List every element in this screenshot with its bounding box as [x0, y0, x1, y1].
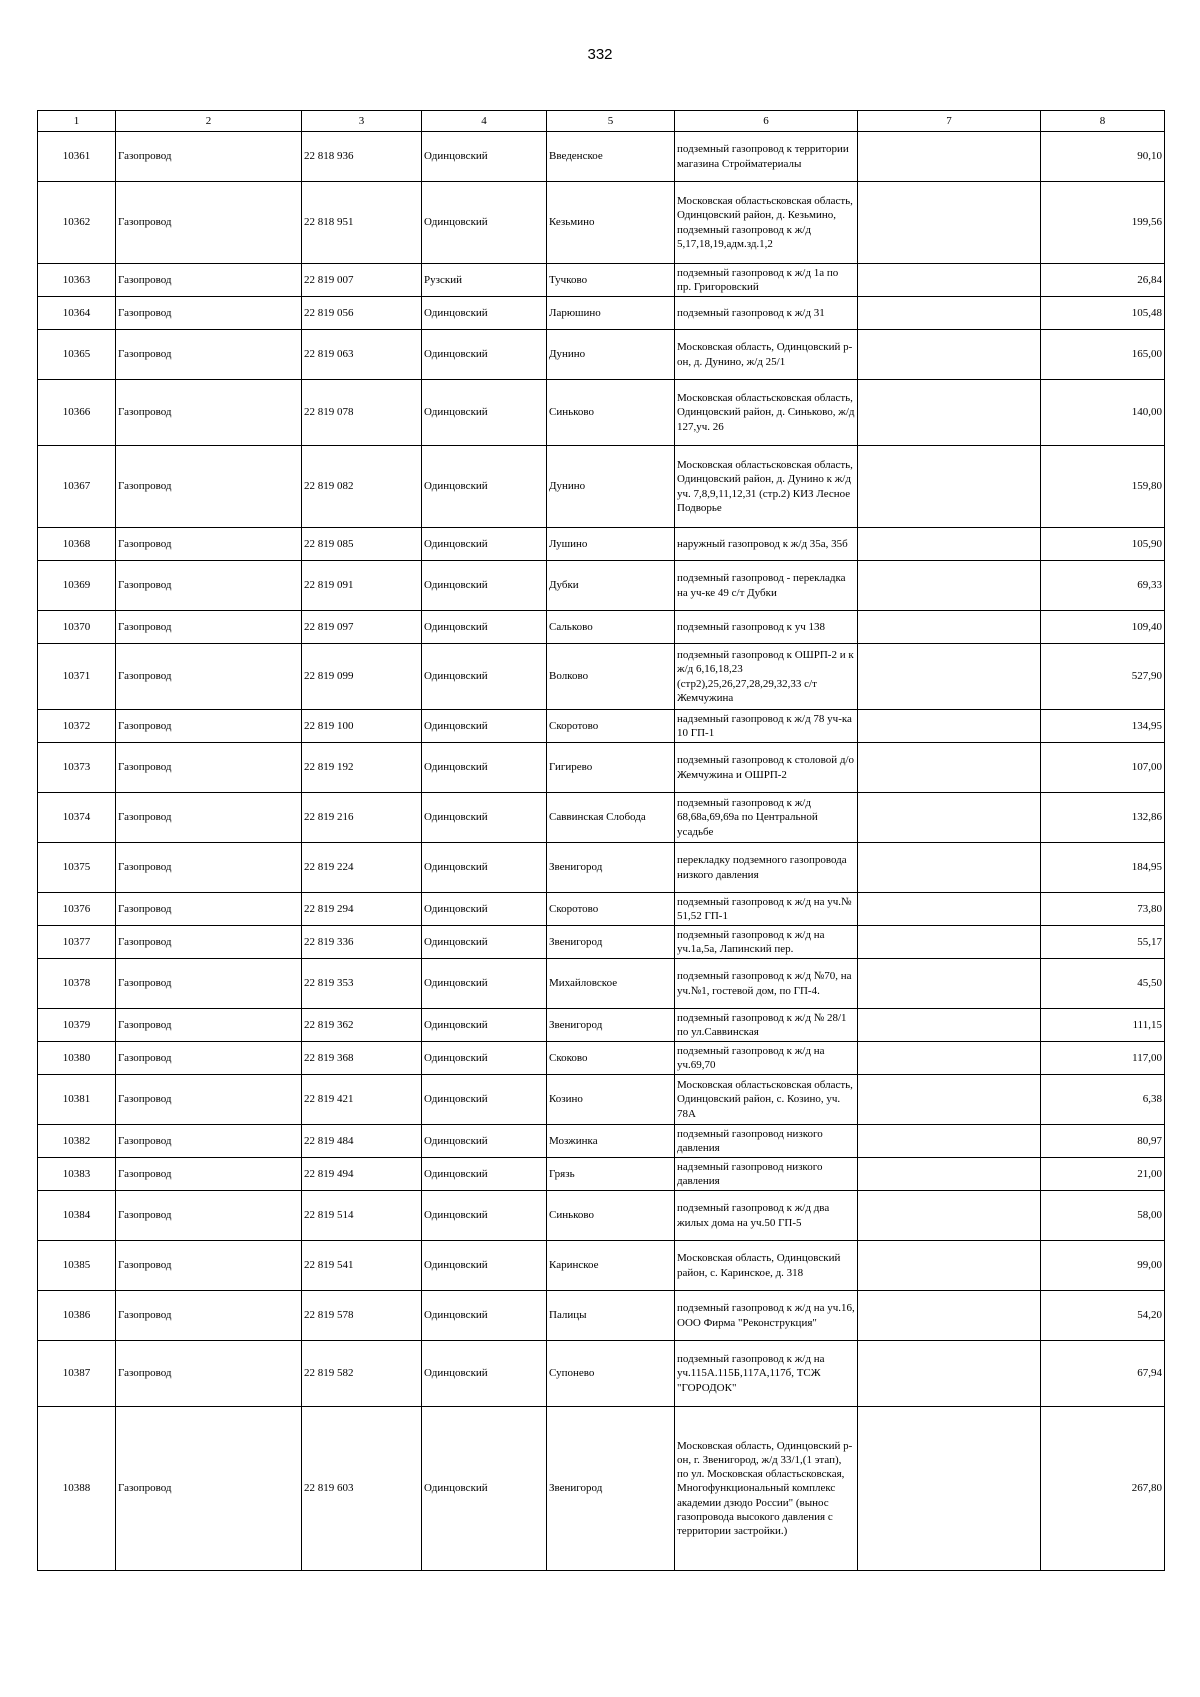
header-row — [38, 111, 1165, 132]
locality-cell: Супонево — [547, 1341, 675, 1407]
length-cell: 105,48 — [1041, 297, 1165, 330]
table-row — [38, 1341, 1165, 1407]
table-row — [38, 1407, 1165, 1571]
column-header: 2 — [116, 111, 302, 132]
extra-cell — [858, 926, 1041, 959]
table-row — [38, 132, 1165, 182]
object-code-cell: 22 819 353 — [302, 959, 422, 1009]
table-row — [38, 182, 1165, 264]
row-number-cell: 10363 — [38, 264, 116, 297]
object-type-cell: Газопровод — [116, 132, 302, 182]
district-cell: Одинцовский — [422, 893, 547, 926]
extra-cell — [858, 1042, 1041, 1075]
extra-cell — [858, 1158, 1041, 1191]
extra-cell — [858, 182, 1041, 264]
extra-cell — [858, 1341, 1041, 1407]
object-type-cell: Газопровод — [116, 1191, 302, 1241]
extra-cell — [858, 446, 1041, 528]
district-cell: Одинцовский — [422, 843, 547, 893]
address-cell: подземный газопровод к уч 138 — [675, 611, 858, 644]
locality-cell: Волково — [547, 644, 675, 710]
object-type-cell: Газопровод — [116, 1291, 302, 1341]
object-type-cell: Газопровод — [116, 446, 302, 528]
row-number-cell: 10362 — [38, 182, 116, 264]
address-cell: надземный газопровод к ж/д 78 уч-ка 10 ГП-1 — [675, 710, 858, 743]
length-cell: 267,80 — [1041, 1407, 1165, 1571]
length-cell: 99,00 — [1041, 1241, 1165, 1291]
object-code-cell: 22 819 541 — [302, 1241, 422, 1291]
object-type-cell: Газопровод — [116, 926, 302, 959]
row-number-cell: 10381 — [38, 1075, 116, 1125]
object-type-cell: Газопровод — [116, 1125, 302, 1158]
row-number-cell: 10375 — [38, 843, 116, 893]
table-row — [38, 893, 1165, 926]
row-number-cell: 10380 — [38, 1042, 116, 1075]
object-code-cell: 22 819 099 — [302, 644, 422, 710]
locality-cell: Гигирево — [547, 743, 675, 793]
length-cell: 54,20 — [1041, 1291, 1165, 1341]
locality-cell: Дунино — [547, 446, 675, 528]
object-code-cell: 22 819 484 — [302, 1125, 422, 1158]
length-cell: 80,97 — [1041, 1125, 1165, 1158]
row-number-cell: 10368 — [38, 528, 116, 561]
address-cell: Московская областьсковская область, Одинцовский район, д. Кезьмино, подземный газопровод к ж/д 5,17,18,19,адм.зд.1,2 — [675, 182, 858, 264]
district-cell: Одинцовский — [422, 1191, 547, 1241]
row-number-cell: 10373 — [38, 743, 116, 793]
row-number-cell: 10385 — [38, 1241, 116, 1291]
locality-cell: Дунино — [547, 330, 675, 380]
table-row — [38, 264, 1165, 297]
object-code-cell: 22 819 085 — [302, 528, 422, 561]
object-code-cell: 22 819 494 — [302, 1158, 422, 1191]
length-cell: 134,95 — [1041, 710, 1165, 743]
table-row — [38, 611, 1165, 644]
object-type-cell: Газопровод — [116, 710, 302, 743]
row-number-cell: 10382 — [38, 1125, 116, 1158]
locality-cell: Звенигород — [547, 843, 675, 893]
address-cell: Московская область, Одинцовский район, с. Каринское, д. 318 — [675, 1241, 858, 1291]
object-type-cell: Газопровод — [116, 380, 302, 446]
extra-cell — [858, 1075, 1041, 1125]
extra-cell — [858, 380, 1041, 446]
address-cell: подземный газопровод к ж/д на уч.№ 51,52 ГП-1 — [675, 893, 858, 926]
length-cell: 67,94 — [1041, 1341, 1165, 1407]
extra-cell — [858, 1407, 1041, 1571]
row-number-cell: 10379 — [38, 1009, 116, 1042]
district-cell: Одинцовский — [422, 297, 547, 330]
registry-table — [37, 110, 1165, 1571]
table-row — [38, 1241, 1165, 1291]
object-type-cell: Газопровод — [116, 743, 302, 793]
length-cell: 199,56 — [1041, 182, 1165, 264]
district-cell: Одинцовский — [422, 1075, 547, 1125]
locality-cell: Дубки — [547, 561, 675, 611]
extra-cell — [858, 743, 1041, 793]
length-cell: 90,10 — [1041, 132, 1165, 182]
object-code-cell: 22 819 362 — [302, 1009, 422, 1042]
table-row — [38, 561, 1165, 611]
extra-cell — [858, 644, 1041, 710]
district-cell: Одинцовский — [422, 743, 547, 793]
district-cell: Одинцовский — [422, 446, 547, 528]
district-cell: Одинцовский — [422, 132, 547, 182]
district-cell: Одинцовский — [422, 182, 547, 264]
district-cell: Одинцовский — [422, 1158, 547, 1191]
table-row — [38, 446, 1165, 528]
length-cell: 140,00 — [1041, 380, 1165, 446]
row-number-cell: 10370 — [38, 611, 116, 644]
table-body — [38, 132, 1165, 1571]
object-code-cell: 22 819 421 — [302, 1075, 422, 1125]
extra-cell — [858, 132, 1041, 182]
page-number: 332 — [587, 46, 613, 63]
object-code-cell: 22 819 582 — [302, 1341, 422, 1407]
length-cell: 58,00 — [1041, 1191, 1165, 1241]
length-cell: 107,00 — [1041, 743, 1165, 793]
locality-cell: Синьково — [547, 1191, 675, 1241]
length-cell: 105,90 — [1041, 528, 1165, 561]
address-cell: подземный газопровод к ж/д № 28/1 по ул.Саввинская — [675, 1009, 858, 1042]
extra-cell — [858, 1191, 1041, 1241]
row-number-cell: 10383 — [38, 1158, 116, 1191]
object-code-cell: 22 819 336 — [302, 926, 422, 959]
object-type-cell: Газопровод — [116, 182, 302, 264]
address-cell: подземный газопровод к территории магазина Стройматериалы — [675, 132, 858, 182]
length-cell: 184,95 — [1041, 843, 1165, 893]
table-row — [38, 926, 1165, 959]
table-row — [38, 793, 1165, 843]
length-cell: 117,00 — [1041, 1042, 1165, 1075]
district-cell: Одинцовский — [422, 959, 547, 1009]
object-code-cell: 22 819 578 — [302, 1291, 422, 1341]
district-cell: Одинцовский — [422, 926, 547, 959]
locality-cell: Введенское — [547, 132, 675, 182]
length-cell: 111,15 — [1041, 1009, 1165, 1042]
locality-cell: Скоротово — [547, 710, 675, 743]
object-type-cell: Газопровод — [116, 330, 302, 380]
table-row — [38, 1125, 1165, 1158]
object-type-cell: Газопровод — [116, 1241, 302, 1291]
object-code-cell: 22 819 097 — [302, 611, 422, 644]
district-cell: Одинцовский — [422, 1407, 547, 1571]
column-header: 1 — [38, 111, 116, 132]
object-type-cell: Газопровод — [116, 843, 302, 893]
district-cell: Одинцовский — [422, 1291, 547, 1341]
object-type-cell: Газопровод — [116, 1042, 302, 1075]
address-cell: Московская область, Одинцовский р-он, д. Дунино, ж/д 25/1 — [675, 330, 858, 380]
column-header: 5 — [547, 111, 675, 132]
address-cell: Московская областьсковская область, Одинцовский район, д. Синьково, ж/д 127,уч. 26 — [675, 380, 858, 446]
table-row — [38, 1075, 1165, 1125]
address-cell: подземный газопровод к ж/д 31 — [675, 297, 858, 330]
district-cell: Одинцовский — [422, 561, 547, 611]
length-cell: 527,90 — [1041, 644, 1165, 710]
address-cell: подземный газопровод к ж/д два жилых дома на уч.50 ГП-5 — [675, 1191, 858, 1241]
extra-cell — [858, 1125, 1041, 1158]
table-row — [38, 1191, 1165, 1241]
district-cell: Одинцовский — [422, 528, 547, 561]
length-cell: 21,00 — [1041, 1158, 1165, 1191]
address-cell: подземный газопровод к ж/д №70, на уч.№1, гостевой дом, по ГП-4. — [675, 959, 858, 1009]
address-cell: Московская областьсковская область, Одинцовский район, с. Козино, уч. 78А — [675, 1075, 858, 1125]
object-code-cell: 22 819 100 — [302, 710, 422, 743]
object-type-cell: Газопровод — [116, 528, 302, 561]
address-cell: подземный газопровод к ж/д на уч.1а,5а, Лапинский пер. — [675, 926, 858, 959]
district-cell: Одинцовский — [422, 1042, 547, 1075]
object-code-cell: 22 818 951 — [302, 182, 422, 264]
locality-cell: Михайловское — [547, 959, 675, 1009]
locality-cell: Звенигород — [547, 1407, 675, 1571]
object-code-cell: 22 819 514 — [302, 1191, 422, 1241]
address-cell: подземный газопровод к ж/д на уч.115А.115Б,117А,117б, ТСЖ "ГОРОДОК" — [675, 1341, 858, 1407]
column-header: 8 — [1041, 111, 1165, 132]
column-header: 7 — [858, 111, 1041, 132]
column-header: 3 — [302, 111, 422, 132]
table-row — [38, 710, 1165, 743]
extra-cell — [858, 959, 1041, 1009]
object-code-cell: 22 819 216 — [302, 793, 422, 843]
length-cell: 45,50 — [1041, 959, 1165, 1009]
object-type-cell: Газопровод — [116, 1407, 302, 1571]
table-row — [38, 1291, 1165, 1341]
row-number-cell: 10384 — [38, 1191, 116, 1241]
locality-cell: Козино — [547, 1075, 675, 1125]
locality-cell: Лушино — [547, 528, 675, 561]
object-code-cell: 22 819 082 — [302, 446, 422, 528]
extra-cell — [858, 843, 1041, 893]
row-number-cell: 10372 — [38, 710, 116, 743]
district-cell: Рузский — [422, 264, 547, 297]
object-type-cell: Газопровод — [116, 893, 302, 926]
length-cell: 165,00 — [1041, 330, 1165, 380]
object-code-cell: 22 819 294 — [302, 893, 422, 926]
address-cell: подземный газопровод к ж/д 1а по пр. Григоровский — [675, 264, 858, 297]
row-number-cell: 10369 — [38, 561, 116, 611]
row-number-cell: 10365 — [38, 330, 116, 380]
district-cell: Одинцовский — [422, 1009, 547, 1042]
address-cell: Московская область, Одинцовский р-он, г. Звенигород, ж/д 33/1,(1 этап), по ул. Московская областьсковская, Многофункциональный комплекс академии дзюдо России" (вынос газопровода высокого давления с территории застройки.) — [675, 1407, 858, 1571]
table-row — [38, 644, 1165, 710]
table-row — [38, 380, 1165, 446]
row-number-cell: 10366 — [38, 380, 116, 446]
row-number-cell: 10387 — [38, 1341, 116, 1407]
row-number-cell: 10364 — [38, 297, 116, 330]
object-type-cell: Газопровод — [116, 644, 302, 710]
extra-cell — [858, 528, 1041, 561]
locality-cell: Звенигород — [547, 1009, 675, 1042]
length-cell: 6,38 — [1041, 1075, 1165, 1125]
extra-cell — [858, 793, 1041, 843]
extra-cell — [858, 710, 1041, 743]
column-header: 6 — [675, 111, 858, 132]
table-row — [38, 959, 1165, 1009]
row-number-cell: 10377 — [38, 926, 116, 959]
length-cell: 132,86 — [1041, 793, 1165, 843]
district-cell: Одинцовский — [422, 380, 547, 446]
table-row — [38, 297, 1165, 330]
locality-cell: Ларюшино — [547, 297, 675, 330]
object-type-cell: Газопровод — [116, 1158, 302, 1191]
object-type-cell: Газопровод — [116, 264, 302, 297]
district-cell: Одинцовский — [422, 793, 547, 843]
locality-cell: Тучково — [547, 264, 675, 297]
locality-cell: Грязь — [547, 1158, 675, 1191]
object-code-cell: 22 819 056 — [302, 297, 422, 330]
object-code-cell: 22 819 007 — [302, 264, 422, 297]
extra-cell — [858, 1009, 1041, 1042]
object-code-cell: 22 819 078 — [302, 380, 422, 446]
table-row — [38, 1158, 1165, 1191]
locality-cell: Звенигород — [547, 926, 675, 959]
locality-cell: Каринское — [547, 1241, 675, 1291]
length-cell: 26,84 — [1041, 264, 1165, 297]
object-type-cell: Газопровод — [116, 1009, 302, 1042]
object-code-cell: 22 819 091 — [302, 561, 422, 611]
district-cell: Одинцовский — [422, 710, 547, 743]
address-cell: подземный газопровод - перекладка на уч-ке 49 с/т Дубки — [675, 561, 858, 611]
row-number-cell: 10376 — [38, 893, 116, 926]
object-type-cell: Газопровод — [116, 561, 302, 611]
table-row — [38, 843, 1165, 893]
row-number-cell: 10388 — [38, 1407, 116, 1571]
row-number-cell: 10361 — [38, 132, 116, 182]
length-cell: 55,17 — [1041, 926, 1165, 959]
table-row — [38, 1042, 1165, 1075]
extra-cell — [858, 1241, 1041, 1291]
locality-cell: Кезьмино — [547, 182, 675, 264]
object-type-cell: Газопровод — [116, 611, 302, 644]
locality-cell: Палицы — [547, 1291, 675, 1341]
object-code-cell: 22 819 224 — [302, 843, 422, 893]
row-number-cell: 10374 — [38, 793, 116, 843]
object-type-cell: Газопровод — [116, 793, 302, 843]
extra-cell — [858, 264, 1041, 297]
address-cell: подземный газопровод к ОШРП-2 и к ж/д 6,16,18,23 (стр2),25,26,27,28,29,32,33 с/т Жемчужина — [675, 644, 858, 710]
table-row — [38, 528, 1165, 561]
row-number-cell: 10386 — [38, 1291, 116, 1341]
address-cell: наружный газопровод к ж/д 35а, 35б — [675, 528, 858, 561]
address-cell: Московская областьсковская область, Одинцовский район, д. Дунино к ж/д уч. 7,8,9,11,12,31 (стр.2) КИЗ Лесное Подворье — [675, 446, 858, 528]
extra-cell — [858, 561, 1041, 611]
row-number-cell: 10378 — [38, 959, 116, 1009]
length-cell: 69,33 — [1041, 561, 1165, 611]
district-cell: Одинцовский — [422, 644, 547, 710]
locality-cell: Мозжинка — [547, 1125, 675, 1158]
row-number-cell: 10371 — [38, 644, 116, 710]
table-row — [38, 743, 1165, 793]
column-header: 4 — [422, 111, 547, 132]
address-cell: подземный газопровод к ж/д на уч.69,70 — [675, 1042, 858, 1075]
table-row — [38, 330, 1165, 380]
district-cell: Одинцовский — [422, 1341, 547, 1407]
length-cell: 73,80 — [1041, 893, 1165, 926]
object-type-cell: Газопровод — [116, 959, 302, 1009]
locality-cell: Скоротово — [547, 893, 675, 926]
object-type-cell: Газопровод — [116, 1341, 302, 1407]
object-code-cell: 22 819 368 — [302, 1042, 422, 1075]
table-row — [38, 1009, 1165, 1042]
object-type-cell: Газопровод — [116, 1075, 302, 1125]
locality-cell: Сальково — [547, 611, 675, 644]
district-cell: Одинцовский — [422, 330, 547, 380]
address-cell: подземный газопровод к ж/д на уч.16, ООО Фирма "Реконструкция" — [675, 1291, 858, 1341]
address-cell: подземный газопровод к столовой д/о Жемчужина и ОШРП-2 — [675, 743, 858, 793]
address-cell: надземный газопровод низкого давления — [675, 1158, 858, 1191]
district-cell: Одинцовский — [422, 1125, 547, 1158]
locality-cell: Скоково — [547, 1042, 675, 1075]
extra-cell — [858, 330, 1041, 380]
address-cell: подземный газопровод низкого давления — [675, 1125, 858, 1158]
object-code-cell: 22 819 192 — [302, 743, 422, 793]
length-cell: 109,40 — [1041, 611, 1165, 644]
object-code-cell: 22 819 603 — [302, 1407, 422, 1571]
extra-cell — [858, 297, 1041, 330]
object-type-cell: Газопровод — [116, 297, 302, 330]
address-cell: подземный газопровод к ж/д 68,68а,69,69а по Центральной усадьбе — [675, 793, 858, 843]
extra-cell — [858, 611, 1041, 644]
extra-cell — [858, 893, 1041, 926]
row-number-cell: 10367 — [38, 446, 116, 528]
district-cell: Одинцовский — [422, 1241, 547, 1291]
object-code-cell: 22 818 936 — [302, 132, 422, 182]
length-cell: 159,80 — [1041, 446, 1165, 528]
address-cell: перекладку подземного газопровода низкого давления — [675, 843, 858, 893]
extra-cell — [858, 1291, 1041, 1341]
object-code-cell: 22 819 063 — [302, 330, 422, 380]
locality-cell: Синьково — [547, 380, 675, 446]
locality-cell: Саввинская Слобода — [547, 793, 675, 843]
district-cell: Одинцовский — [422, 611, 547, 644]
